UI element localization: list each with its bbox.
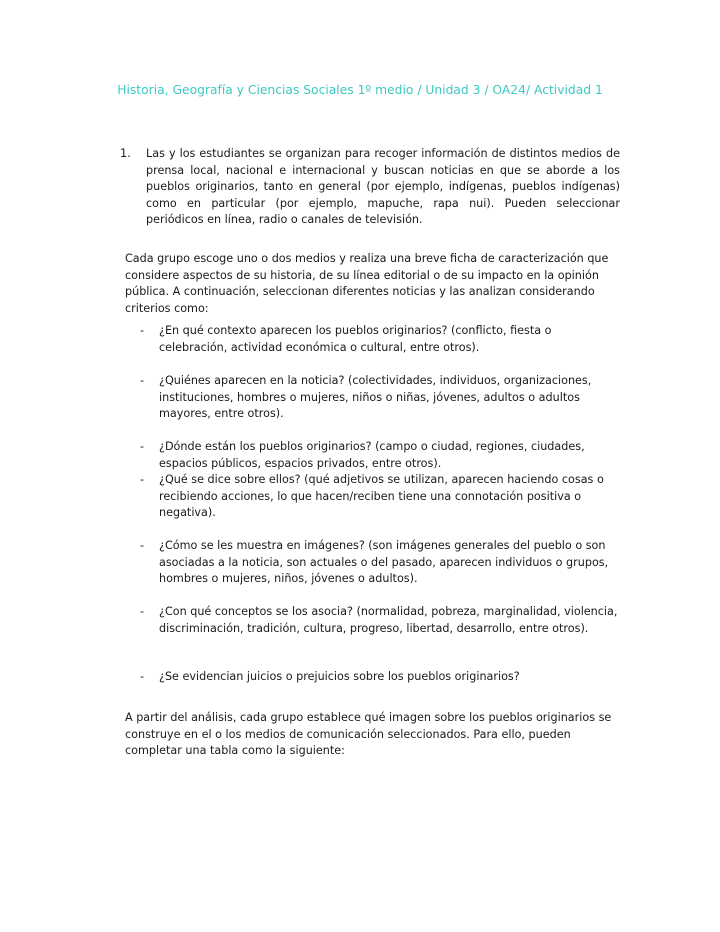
criterion-text: ¿Cómo se les muestra en imágenes? (son imágenes generales del pueblo o son asociadas a la noticia, son actuales o del pasado, aparecen individuos o grupos, hombres o mujeres, niños, jóvenes o adultos). [159, 539, 609, 586]
item-text: Las y los estudiantes se organizan para recoger información de distintos medios de prensa local, nacional e internacional y buscan noticias en que se aborde a los pueblos originarios, tanto en general (por ejemplo, indígenas, pueblos indígenas) como en particular (por ejemplo, mapuche, rapa nui). Pueden seleccionar periódicos en línea, radio o canales de televisión. [146, 147, 620, 227]
criterion-text: ¿Se evidencian juicios o prejuicios sobre los pueblos originarios? [159, 670, 520, 683]
criterion-where [140, 439, 620, 472]
criterion-text: ¿Qué se dice sobre ellos? (qué adjetivos se utilizan, aparecen haciendo cosas o recibiendo acciones, lo que hacen/reciben tiene una connotación positiva o negativa). [159, 473, 604, 520]
conclusion-paragraph: A partir del análisis, cada grupo establece qué imagen sobre los pueblos originarios se construye en el o los medios de comunicación seleccionados. Para ello, pueden completar una tabla como la siguiente: [125, 711, 612, 758]
intro-paragraph: Cada grupo escoge uno o dos medios y realiza una breve ficha de caracterización que considere aspectos de su historia, de su línea editorial o de su impacto en la opinión pública. A continuación, seleccionan diferentes noticias y las analizan considerando criterios como: [125, 252, 609, 315]
bullet-dash: - [140, 605, 145, 618]
activity-item-1 [120, 146, 620, 229]
criterion-text: ¿Con qué conceptos se los asocia? (normalidad, pobreza, marginalidad, violencia, discriminación, tradición, cultura, progreso, libertad, desarrollo, entre otros). [159, 605, 618, 635]
bullet-dash: - [140, 440, 145, 453]
bullet-dash: - [140, 324, 145, 337]
criterion-text: ¿Quiénes aparecen en la noticia? (colectividades, individuos, organizaciones, instituciones, hombres o mujeres, niños o niñas, jóvenes, adultos o adultos mayores, entre otros). [159, 374, 592, 421]
criterion-context [140, 323, 620, 356]
criterion-text: ¿Dónde están los pueblos originarios? (campo o ciudad, regiones, ciudades, espacios públicos, espacios privados, entre otros). [159, 440, 585, 470]
document-header: Historia, Geografía y Ciencias Sociales 1º medio / Unidad 3 / OA24/ Actividad 1 [117, 83, 603, 97]
criterion-prejudice [140, 669, 620, 686]
bullet-dash: - [140, 374, 145, 387]
item-number: 1. [120, 147, 131, 160]
criterion-images [140, 538, 620, 588]
criterion-concepts [140, 604, 620, 637]
bullet-dash: - [140, 473, 145, 486]
criterion-text: ¿En qué contexto aparecen los pueblos originarios? (conflicto, fiesta o celebración, actividad económica o cultural, entre otros). [159, 324, 552, 354]
criterion-who [140, 373, 620, 423]
bullet-dash: - [140, 539, 145, 552]
bullet-dash: - [140, 670, 145, 683]
criterion-what-said [140, 472, 620, 522]
